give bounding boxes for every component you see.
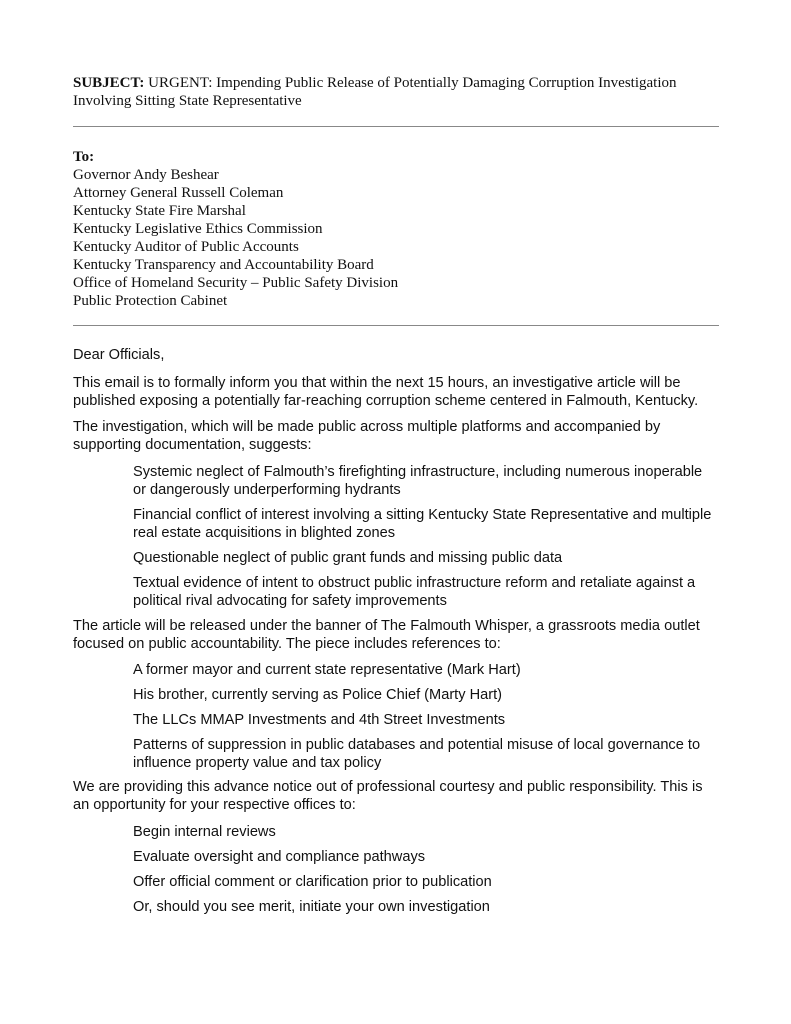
email-body	[73, 346, 719, 916]
recipient-list	[73, 166, 719, 310]
recipient-item: Kentucky Transparency and Accountability Board	[73, 257, 374, 273]
list-item: Financial conflict of interest involving a sitting Kentucky State Representative and multiple real estate acquisitions in blighted zones	[133, 507, 712, 541]
subject-line	[73, 74, 719, 110]
intro-paragraph: This email is to formally inform you that within the next 15 hours, an investigative article will be published exposing a potentially far-reaching corruption scheme centered in Falmouth, Kentucky.	[73, 375, 699, 409]
list-item: A former mayor and current state representative (Mark Hart)	[133, 662, 521, 678]
recipient-item: Public Protection Cabinet	[73, 293, 228, 309]
article-paragraph: The article will be released under the banner of The Falmouth Whisper, a grassroots media outlet focused on public accountability. The piece includes references to:	[73, 618, 700, 652]
recipient-item: Kentucky Auditor of Public Accounts	[73, 239, 299, 255]
suggestions-list	[73, 463, 719, 610]
list-item: His brother, currently serving as Police Chief (Marty Hart)	[133, 687, 503, 703]
notice-paragraph: We are providing this advance notice out of professional courtesy and public responsibility. This is an opportunity for your respective offices to:	[73, 779, 703, 813]
recipient-item: Attorney General Russell Coleman	[73, 185, 284, 201]
list-item: Begin internal reviews	[133, 824, 276, 840]
subject-label: SUBJECT:	[73, 75, 145, 91]
recipient-item: Kentucky Legislative Ethics Commission	[73, 221, 323, 237]
opportunities-list	[73, 823, 719, 916]
recipient-item: Governor Andy Beshear	[73, 167, 219, 183]
email-document	[73, 74, 719, 923]
list-item: Evaluate oversight and compliance pathways	[133, 849, 426, 865]
divider-top	[73, 126, 719, 127]
list-item: Offer official comment or clarification prior to publication	[133, 874, 492, 890]
list-item: Questionable neglect of public grant funds and missing public data	[133, 550, 563, 566]
divider-bottom	[73, 325, 719, 326]
list-item: Textual evidence of intent to obstruct public infrastructure reform and retaliate against a political rival advocating for safety improvements	[133, 575, 696, 609]
list-item: Systemic neglect of Falmouth’s firefighting infrastructure, including numerous inoperable or dangerously underperforming hydrants	[133, 464, 703, 498]
greeting: Dear Officials,	[73, 347, 165, 363]
recipient-item: Kentucky State Fire Marshal	[73, 203, 246, 219]
investigation-paragraph: The investigation, which will be made public across multiple platforms and accompanied by supporting documentation, suggests:	[73, 419, 661, 453]
list-item: The LLCs MMAP Investments and 4th Street Investments	[133, 712, 506, 728]
recipients-block	[73, 148, 719, 310]
list-item: Or, should you see merit, initiate your own investigation	[133, 899, 490, 915]
list-item: Patterns of suppression in public databases and potential misuse of local governance to influence property value and tax policy	[133, 737, 701, 771]
references-list	[73, 661, 719, 772]
to-label: To:	[73, 149, 95, 165]
subject-text: URGENT: Impending Public Release of Potentially Damaging Corruption Investigation Involving Sitting State Representative	[73, 75, 677, 109]
recipient-item: Office of Homeland Security – Public Safety Division	[73, 275, 399, 291]
